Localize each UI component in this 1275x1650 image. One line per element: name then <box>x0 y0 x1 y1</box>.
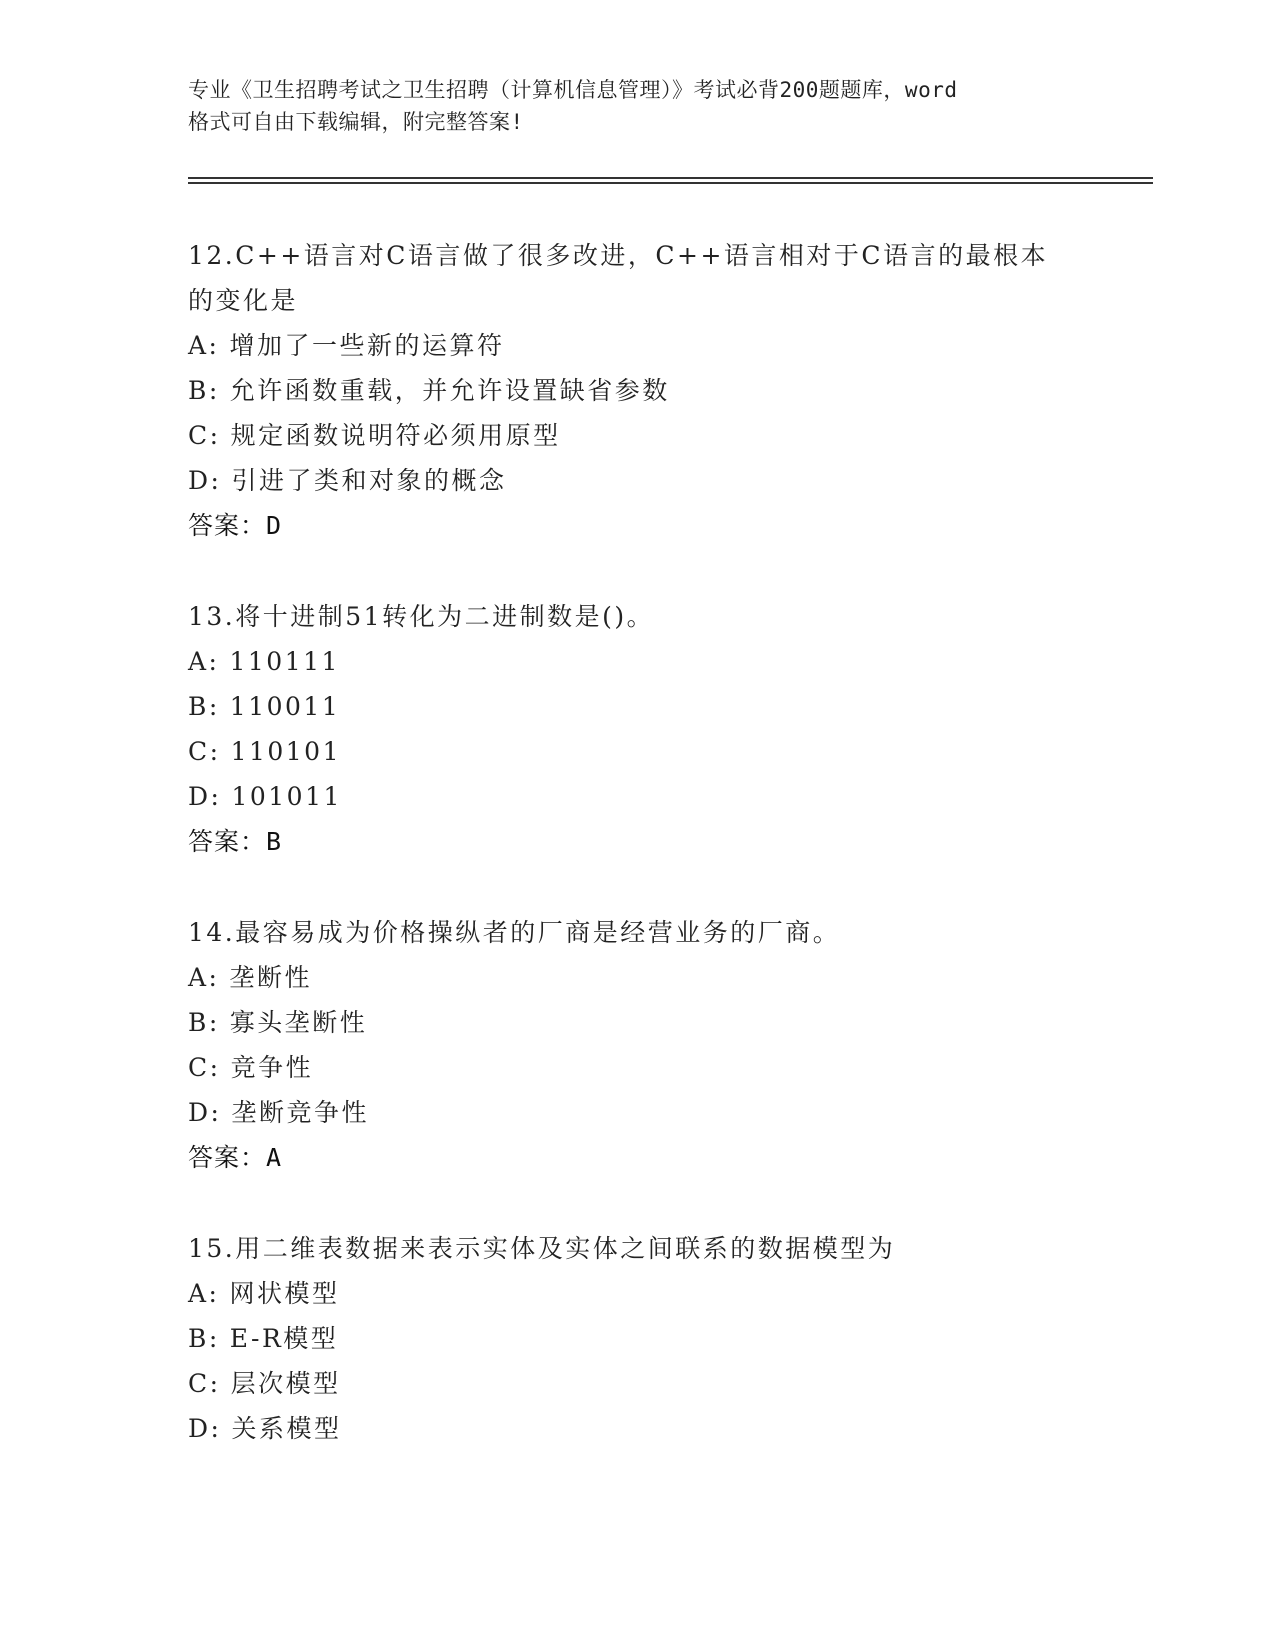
option-b <box>188 1316 1088 1361</box>
option-text: 层次模型 <box>230 1369 341 1398</box>
option-a <box>188 639 1088 684</box>
option-key: C: <box>188 1369 221 1398</box>
option-b <box>188 684 1088 729</box>
option-key: D: <box>188 782 222 811</box>
answer-line: 答案：D <box>188 511 283 540</box>
option-text: 引进了类和对象的概念 <box>231 466 507 495</box>
option-text: 垄断性 <box>229 963 312 992</box>
option-text: 规定函数说明符必须用原型 <box>230 421 561 450</box>
answer-line: 答案：A <box>188 1143 283 1172</box>
option-text: 竞争性 <box>230 1053 314 1082</box>
answer-line: 答案：B <box>188 827 283 856</box>
header-divider-bottom <box>188 182 1153 184</box>
option-text: 垄断竞争性 <box>231 1098 369 1127</box>
option-key: C: <box>188 421 221 450</box>
option-key: B: <box>188 376 220 405</box>
option-text: 网状模型 <box>229 1279 340 1308</box>
option-c <box>188 729 1088 774</box>
option-key: B: <box>188 1324 220 1353</box>
option-text: 关系模型 <box>231 1414 342 1443</box>
option-a <box>188 955 1088 1000</box>
option-text: E-R模型 <box>229 1324 339 1353</box>
question-12 <box>188 233 1088 548</box>
header-divider-top <box>188 177 1153 179</box>
option-key: D: <box>188 1414 222 1443</box>
option-text: 110111 <box>229 647 340 676</box>
option-key: C: <box>188 1053 221 1082</box>
header-line-2: 格式可自由下载编辑，附完整答案! <box>188 110 524 134</box>
option-a <box>188 323 1088 368</box>
option-b <box>188 368 1088 413</box>
option-a <box>188 1271 1088 1316</box>
option-text: 101011 <box>231 782 342 811</box>
option-key: C: <box>188 737 221 766</box>
option-key: B: <box>188 1008 220 1037</box>
option-key: B: <box>188 692 220 721</box>
question-list <box>188 233 1088 1497</box>
option-d <box>188 1406 1088 1451</box>
option-key: A: <box>188 1279 220 1308</box>
option-key: D: <box>188 466 222 495</box>
question-13 <box>188 594 1088 864</box>
option-d <box>188 774 1088 819</box>
document-header <box>188 74 1088 138</box>
question-15 <box>188 1226 1088 1451</box>
option-text: 增加了一些新的运算符 <box>229 331 505 360</box>
option-text: 寡头垄断性 <box>229 1008 368 1037</box>
option-key: A: <box>188 331 220 360</box>
question-stem: 12.C++语言对C语言做了很多改进，C++语言相对于C语言的最根本的变化是 <box>188 241 1049 315</box>
option-text: 允许函数重载，并允许设置缺省参数 <box>229 376 670 405</box>
option-c <box>188 1045 1088 1090</box>
option-c <box>188 1361 1088 1406</box>
question-stem: 14.最容易成为价格操纵者的厂商是经营业务的厂商。 <box>188 918 841 947</box>
option-text: 110011 <box>229 692 341 721</box>
option-d <box>188 458 1088 503</box>
option-c <box>188 413 1088 458</box>
option-key: D: <box>188 1098 222 1127</box>
option-d <box>188 1090 1088 1135</box>
option-key: A: <box>188 963 220 992</box>
question-stem: 15.用二维表数据来表示实体及实体之间联系的数据模型为 <box>188 1234 896 1263</box>
option-text: 110101 <box>230 737 341 766</box>
option-key: A: <box>188 647 220 676</box>
header-line-1: 专业《卫生招聘考试之卫生招聘（计算机信息管理）》考试必背200题题库，word <box>188 78 958 102</box>
option-b <box>188 1000 1088 1045</box>
question-stem: 13.将十进制51转化为二进制数是()。 <box>188 602 655 631</box>
question-14 <box>188 910 1088 1180</box>
